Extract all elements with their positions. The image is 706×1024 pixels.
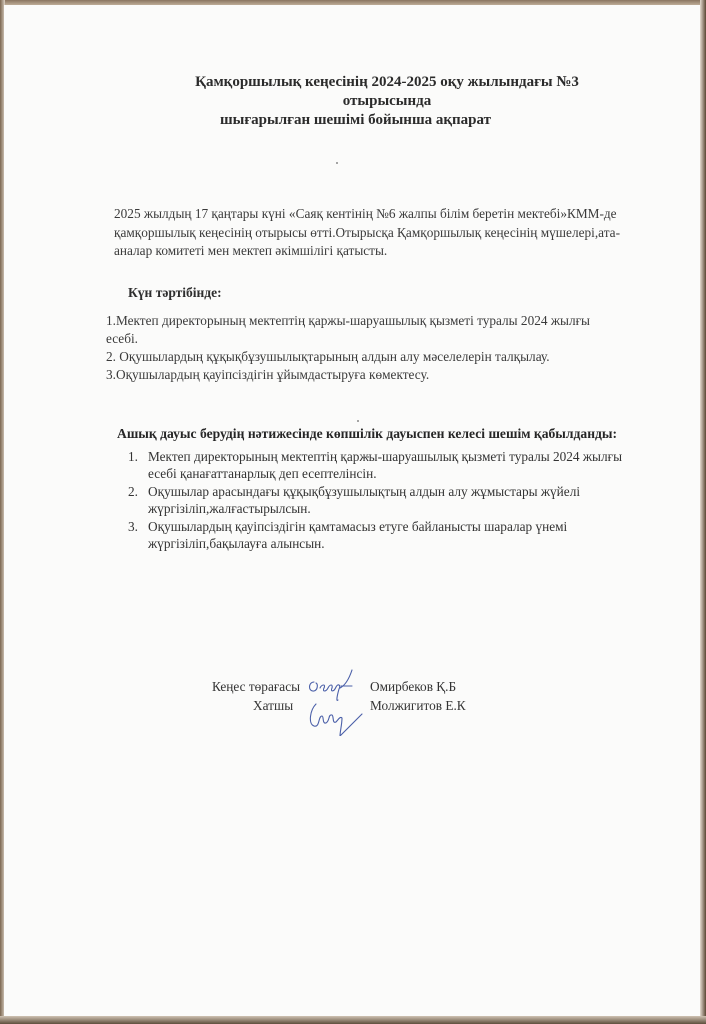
agenda-item: 2. Оқушылардың құқықбұзушылықтарының алдын алу мәселелерін талқылау. <box>106 349 550 364</box>
scan-edge-right <box>700 0 706 1024</box>
agenda-heading: Күн тәртібінде: <box>128 285 222 300</box>
signature-name: Омирбеков Қ.Б <box>370 679 457 694</box>
signature-role: Хатшы <box>253 698 294 713</box>
decision-heading: Ашық дауыс берудің нәтижесінде көпшілік дауыспен келесі шешім қабылданды: <box>117 426 618 441</box>
intro-line: аналар комитеті мен мектеп әкімшілігі қатысты. <box>114 243 388 258</box>
title-line-2: шығарылған шешімі бойынша ақпарат <box>220 112 491 128</box>
decision-number: 3. <box>128 519 138 534</box>
decision-list <box>128 449 648 554</box>
decision-text: Оқушылар арасындағы құқықбұзушылықтың алдын алу жұмыстары жүйелі жүргізіліп,жалғастырылсын. <box>148 484 581 516</box>
scan-edge-bottom <box>0 1016 706 1024</box>
decision-number: 1. <box>128 449 138 464</box>
agenda-item: есебі. <box>106 331 138 346</box>
intro-paragraph <box>114 205 659 261</box>
scan-speck <box>336 162 338 164</box>
decision-item <box>128 519 648 552</box>
signature-role: Кеңес төрағасы <box>212 679 301 694</box>
decision-text: Мектеп директорының мектептің қаржы-шаруашылық қызметі туралы 2024 жылғы есебі қанағаттанарлық деп есептелінсін. <box>148 449 623 481</box>
decision-number: 2. <box>128 484 138 499</box>
scan-speck <box>357 420 359 422</box>
decision-item <box>128 484 648 517</box>
decision-text: Оқушылардың қауіпсіздігін қамтамасыз етуге байланысты шаралар үнемі жүргізіліп,бақылауға алынсын. <box>148 519 568 551</box>
agenda-list <box>106 312 626 384</box>
title-line-1: Қамқоршылық кеңесінің 2024-2025 оқу жылындағы №3 отырысында <box>195 74 579 109</box>
document-title <box>145 73 615 130</box>
decision-item <box>128 449 648 482</box>
signature-stroke-secretary <box>310 704 362 736</box>
signature-name: Молжигитов Е.К <box>370 698 466 713</box>
intro-line: 2025 жылдың 17 қаңтары күні «Саяқ кентінің №6 жалпы білім беретін мектебі»КММ-де <box>114 206 617 221</box>
handwritten-signature-icon <box>300 666 366 736</box>
intro-line: қамқоршылық кеңесінің отырысы өтті.Отырысқа Қамқоршылық кеңесінің мүшелері,ата- <box>114 224 621 240</box>
agenda-item: 1.Мектеп директорының мектептің қаржы-шаруашылық қызметі туралы 2024 жылғы <box>106 313 590 328</box>
signature-stroke-chair <box>310 670 353 700</box>
agenda-item: 3.Оқушылардың қауіпсіздігін ұйымдастыруға көмектесу. <box>106 367 430 382</box>
